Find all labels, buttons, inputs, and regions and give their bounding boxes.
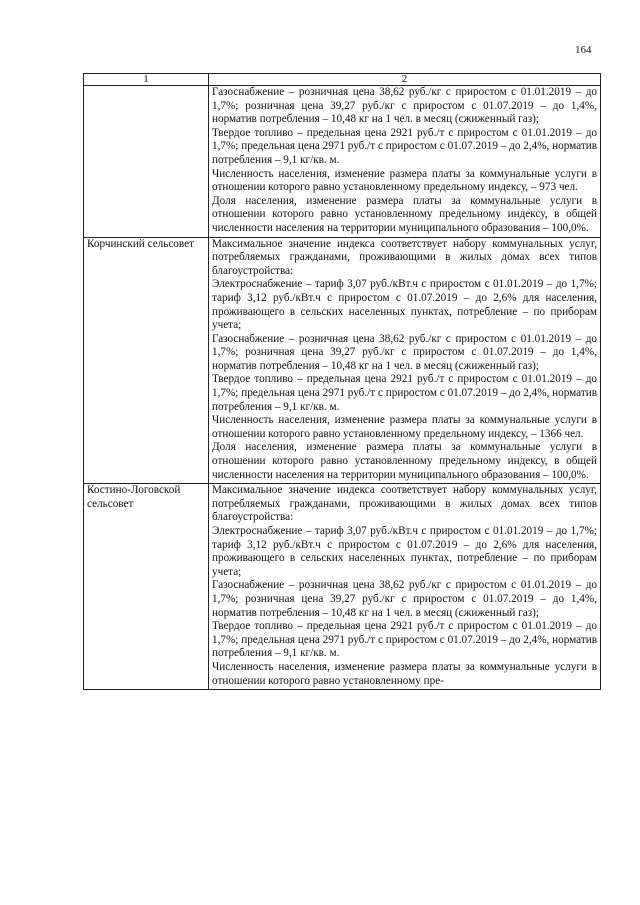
paragraph-electricity: Электроснабжение – тариф 3,07 руб./кВт.ч с приростом с 01.01.2019 – до 1,7%; тариф 3,12 руб./кВт.ч с приростом с 01.07.2019 – до 2,6% для населения, проживающего в сельских населенных пунктах, потребление – по приборам учета; [212,525,597,578]
column-header-2: 2 [209,74,601,86]
paragraph-electricity: Электроснабжение – тариф 3,07 руб./кВт.ч с приростом с 01.01.2019 – до 1,7%; тариф 3,12 руб./кВт.ч с приростом с 01.07.2019 – до 2,6% для населения, проживающего в сельских населенных пунктах, потребление – по приборам учета; [212,278,597,332]
paragraph-population-count: Численность населения, изменение размера платы за коммунальные услуги в отношении которого равно установленному пре- [212,660,597,687]
table-header-row [84,74,601,86]
region-cell [84,237,209,484]
description-cell [209,484,601,690]
description-cell [209,86,601,238]
paragraph-solid-fuel: Твердое топливо – предельная цена 2921 руб./т с приростом с 01.01.2019 – до 1,7%; предельная цена 2971 руб./т с приростом с 01.07.2019 – до 2,4%, норматив потребления – 9,1 кг/кв. м. [212,373,597,413]
description-cell [209,237,601,484]
paragraph-solid-fuel: Твердое топливо – предельная цена 2921 руб./т с приростом с 01.01.2019 – до 1,7%; предельная цена 2971 руб./т с приростом с 01.07.2019 – до 2,4%, норматив потребления – 9,1 кг/кв. м. [212,620,597,660]
table-row [84,86,601,238]
paragraph-gas: Газоснабжение – розничная цена 38,62 руб./кг с приростом с 01.01.2019 – до 1,7%; розничная цена 39,27 руб./кг с приростом с 01.07.2019 – до 1,4%, норматив потребления – 10,48 кг на 1 чел. в месяц (сжиженный газ); [212,579,597,619]
page-number: 164 [575,44,592,56]
paragraph-population-count: Численность населения, изменение размера платы за коммунальные услуги в отношении которого равно установленному предельному индексу, – 1366 чел. [212,414,597,440]
region-cell [84,86,209,238]
region-name: Корчинский сельсовет [87,237,194,250]
tariff-table [83,73,601,690]
table-row [84,484,601,690]
paragraph-population-share: Доля населения, изменение размера платы за коммунальные услуги в отношении которого равно установленному предельному индексу, в общей численности населения на территории муниципального образования – 100,0%. [212,194,597,234]
paragraph-gas: Газоснабжение – розничная цена 38,62 руб./кг с приростом с 01.01.2019 – до 1,7%; розничная цена 39,27 руб./кг с приростом с 01.07.2019 – до 1,4%, норматив потребления – 10,48 кг на 1 чел. в месяц (сжиженный газ); [212,332,597,372]
paragraph-max-index: Максимальное значение индекса соответствует набору коммунальных услуг, потребляемых гражданами, проживающими в жилых домах всех типов благоустройства: [212,237,597,277]
table-row [84,237,601,484]
paragraph-max-index: Максимальное значение индекса соответствует набору коммунальных услуг, потребляемых гражданами, проживающими в жилых домах всех типов благоустройства: [212,484,597,524]
paragraph-solid-fuel: Твердое топливо – предельная цена 2921 руб./т с приростом с 01.01.2019 – до 1,7%; предельная цена 2971 руб./т с приростом с 01.07.2019 – до 2,4%, норматив потребления – 9,1 кг/кв. м. [212,126,597,166]
paragraph-gas: Газоснабжение – розничная цена 38,62 руб./кг с приростом с 01.01.2019 – до 1,7%; розничная цена 39,27 руб./кг с приростом с 01.07.2019 – до 1,4%, норматив потребления – 10,48 кг на 1 чел. в месяц (сжиженный газ); [212,86,597,126]
column-header-1: 1 [84,74,209,86]
paragraph-population-count: Численность населения, изменение размера платы за коммунальные услуги в отношении которого равно установленному предельному индексу, – 973 чел. [212,167,597,194]
region-cell [84,484,209,690]
region-name: Костино-Логовской сельсовет [87,484,181,510]
paragraph-population-share: Доля населения, изменение размера платы за коммунальные услуги в отношении которого равно установленному предельному индексу, в общей численности населения на территории муниципального образования – 100,0%. [212,441,597,481]
